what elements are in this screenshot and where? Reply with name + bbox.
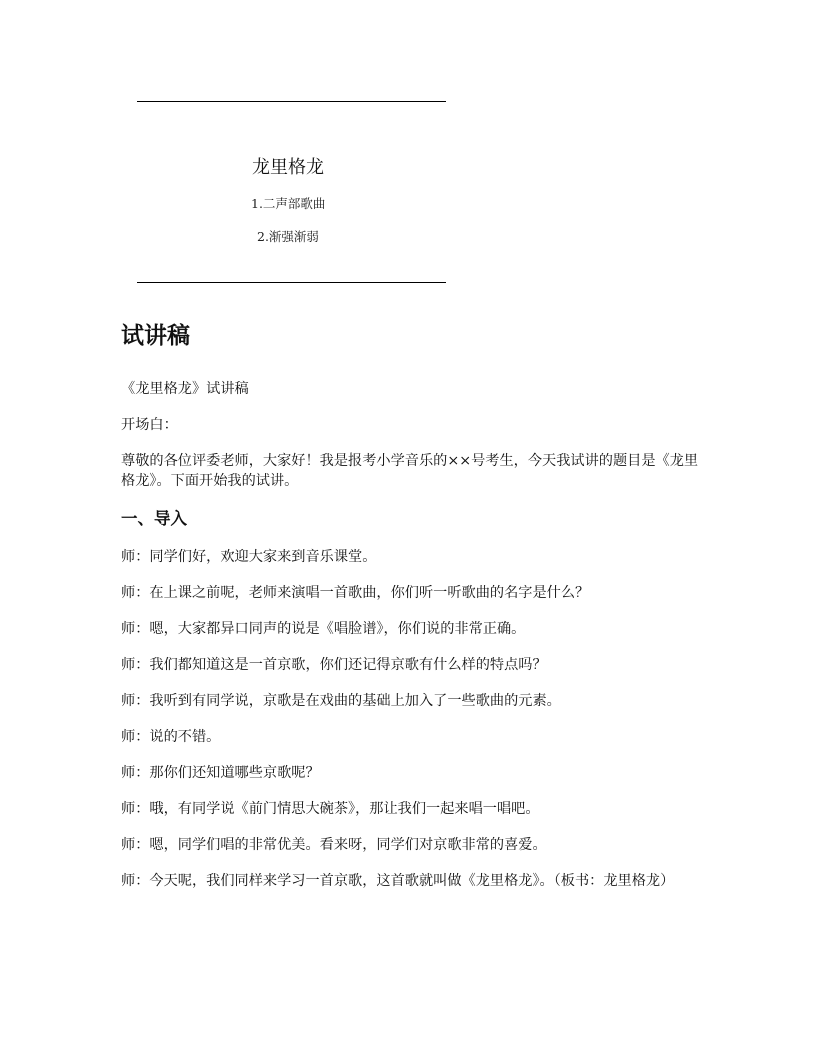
dialogue-line: 师：我听到有同学说，京歌是在戏曲的基础上加入了一些歌曲的元素。 [121, 693, 561, 709]
page-heading: 试讲稿 [121, 323, 190, 349]
board-title: 龙里格龙 [252, 157, 324, 178]
section-heading: 一、导入 [121, 509, 187, 528]
dialogue-line: 师：同学们好，欢迎大家来到音乐课堂。 [121, 549, 377, 565]
dialogue-line: 师：嗯，大家都异口同声的说是《唱脸谱》，你们说的非常正确。 [121, 621, 526, 637]
document-body [121, 320, 701, 907]
doc-title: 《龙里格龙》试讲稿 [121, 381, 249, 397]
board-point-1: 1.二声部歌曲 [251, 196, 326, 211]
dialogue-line: 师：嗯，同学们唱的非常优美。看来呀，同学们对京歌非常的喜爱。 [121, 837, 547, 853]
opening-label: 开场白： [121, 417, 178, 433]
dialogue-line: 师：哦，有同学说《前门情思大碗茶》，那让我们一起来唱一唱吧。 [121, 801, 540, 817]
dialogue-line: 师：说的不错。 [121, 729, 221, 745]
dialogue-line: 师：那你们还知道哪些京歌呢？ [121, 765, 320, 781]
dialogue-line: 师：我们都知道这是一首京歌，你们还记得京歌有什么样的特点吗？ [121, 657, 547, 673]
dialogue-line: 师：在上课之前呢，老师来演唱一首歌曲，你们听一听歌曲的名字是什么？ [121, 585, 590, 601]
board-point-2: 2.渐强渐弱 [257, 229, 319, 244]
dialogue-line: 师：今天呢，我们同样来学习一首京歌，这首歌就叫做《龙里格龙》。（板书：龙里格龙） [121, 873, 675, 889]
opening-text: 尊敬的各位评委老师，大家好！我是报考小学音乐的××号考生，今天我试讲的题目是《龙里格龙》。下面开始我的试讲。 [121, 453, 699, 489]
board-bottom-rule [137, 282, 446, 283]
board-top-rule [137, 101, 446, 102]
